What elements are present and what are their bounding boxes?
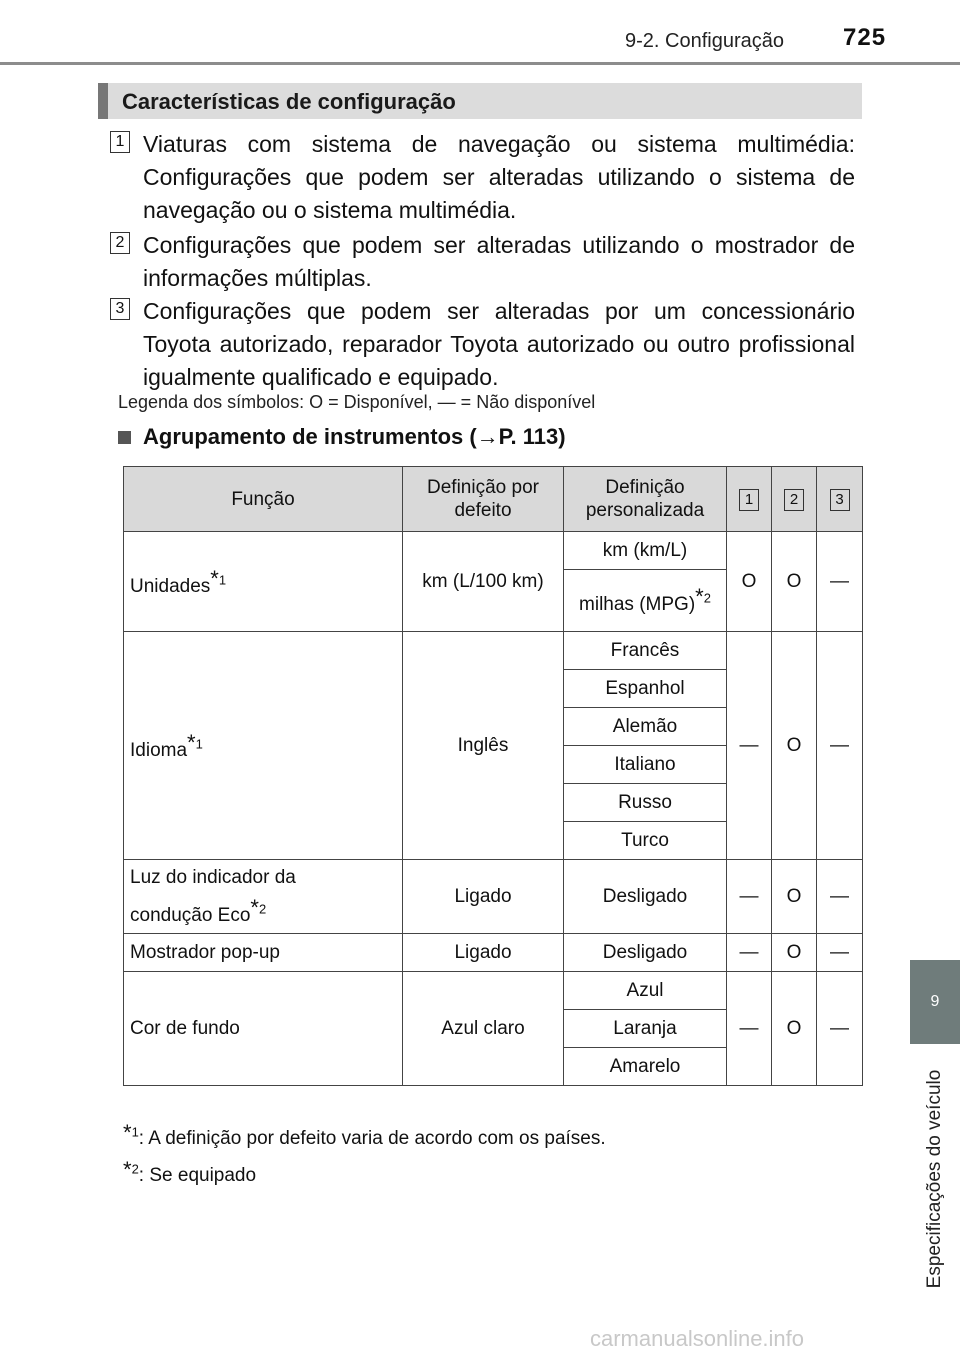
cell-availability: — [817,532,863,632]
cell-function: Mostrador pop-up [124,934,403,972]
header-col-3: 3 [817,467,863,532]
item-text: Configurações que podem ser alteradas por um concessionário Toyota autorizado, reparador Toyota autorizado ou outro profissional igualmente qualificado e equipado. [143,298,855,390]
cell-option: Espanhol [564,670,727,708]
cell-availability: — [727,860,772,934]
item-text: Configurações que podem ser alteradas utilizando o mostrador de informações múltiplas. [143,232,855,291]
subheading-text: Agrupamento de instrumentos (→P. 113) [143,424,566,449]
section-breadcrumb: 9-2. Configuração [625,30,784,52]
cell-function: Unidades$^{*1}$ [124,532,403,632]
footnote: *$^1$: A definição por defeito varia de acordo com os países. [123,1120,606,1149]
square-bullet-icon [118,431,131,444]
cell-custom: Desligado [564,934,727,972]
cell-availability: — [727,632,772,860]
table-row [124,860,863,934]
header-divider [0,62,960,65]
cell-default: Ligado [403,934,564,972]
cell-default: km (L/100 km) [403,532,564,632]
cell-function: Idioma$^{*1}$ [124,632,403,860]
settings-table [123,466,863,1086]
cell-option: Amarelo [564,1048,727,1086]
list-item [110,295,855,394]
table-row [124,972,863,1010]
cell-default: Azul claro [403,972,564,1086]
section-title-bar [98,83,862,119]
cell-option: Francês [564,632,727,670]
item-number-badge: 1 [110,131,130,153]
list-item [110,229,855,295]
cell-function: Luz do indicador da condução Eco$^{*2}$ [124,860,403,934]
cell-option: Alemão [564,708,727,746]
cell-availability: — [817,860,863,934]
cell-availability: — [817,934,863,972]
table-row [124,632,863,670]
cell-option: milhas (MPG)$^{*2}$ [564,570,727,632]
page-number: 725 [843,24,887,51]
cell-function: Cor de fundo [124,972,403,1086]
cell-option: Italiano [564,746,727,784]
footnote: *$^2$: Se equipado [123,1157,257,1186]
cell-availability: O [772,632,817,860]
cell-custom: Desligado [564,860,727,934]
cell-availability: — [727,934,772,972]
header-custom: Definição personalizada [564,467,727,532]
item-number-badge: 3 [110,298,130,320]
cell-option: Laranja [564,1010,727,1048]
cell-availability: O [772,860,817,934]
cell-option: Russo [564,784,727,822]
watermark: carmanualsonline.info [590,1326,805,1351]
table-header-row [124,467,863,532]
header-col-2: 2 [772,467,817,532]
cell-availability: O [772,532,817,632]
chapter-tab-number: 9 [910,960,960,1044]
cell-option: km (km/L) [564,532,727,570]
cell-availability: O [772,972,817,1086]
cell-availability: O [727,532,772,632]
cell-availability: O [772,934,817,972]
chapter-tab-label: Especificações do veículo [924,1069,945,1289]
section-title: Características de configuração [122,89,456,114]
cell-default: Inglês [403,632,564,860]
item-number-badge: 2 [110,232,130,254]
header-function: Função [124,467,403,532]
subheading [118,424,566,450]
cell-default: Ligado [403,860,564,934]
symbol-legend: Legenda dos símbolos: O = Disponível, — = Não disponível [118,392,596,412]
cell-option: Turco [564,822,727,860]
item-text: Viaturas com sistema de navegação ou sistema multimédia: Configurações que podem ser alteradas utilizando o sistema de navegação ou o sistema multimédia. [143,131,855,223]
header-default: Definição por defeito [403,467,564,532]
cell-availability: — [727,972,772,1086]
list-item [110,128,855,227]
header-col-1: 1 [727,467,772,532]
cell-availability: — [817,632,863,860]
table-row [124,532,863,570]
cell-availability: — [817,972,863,1086]
table-row [124,934,863,972]
cell-option: Azul [564,972,727,1010]
